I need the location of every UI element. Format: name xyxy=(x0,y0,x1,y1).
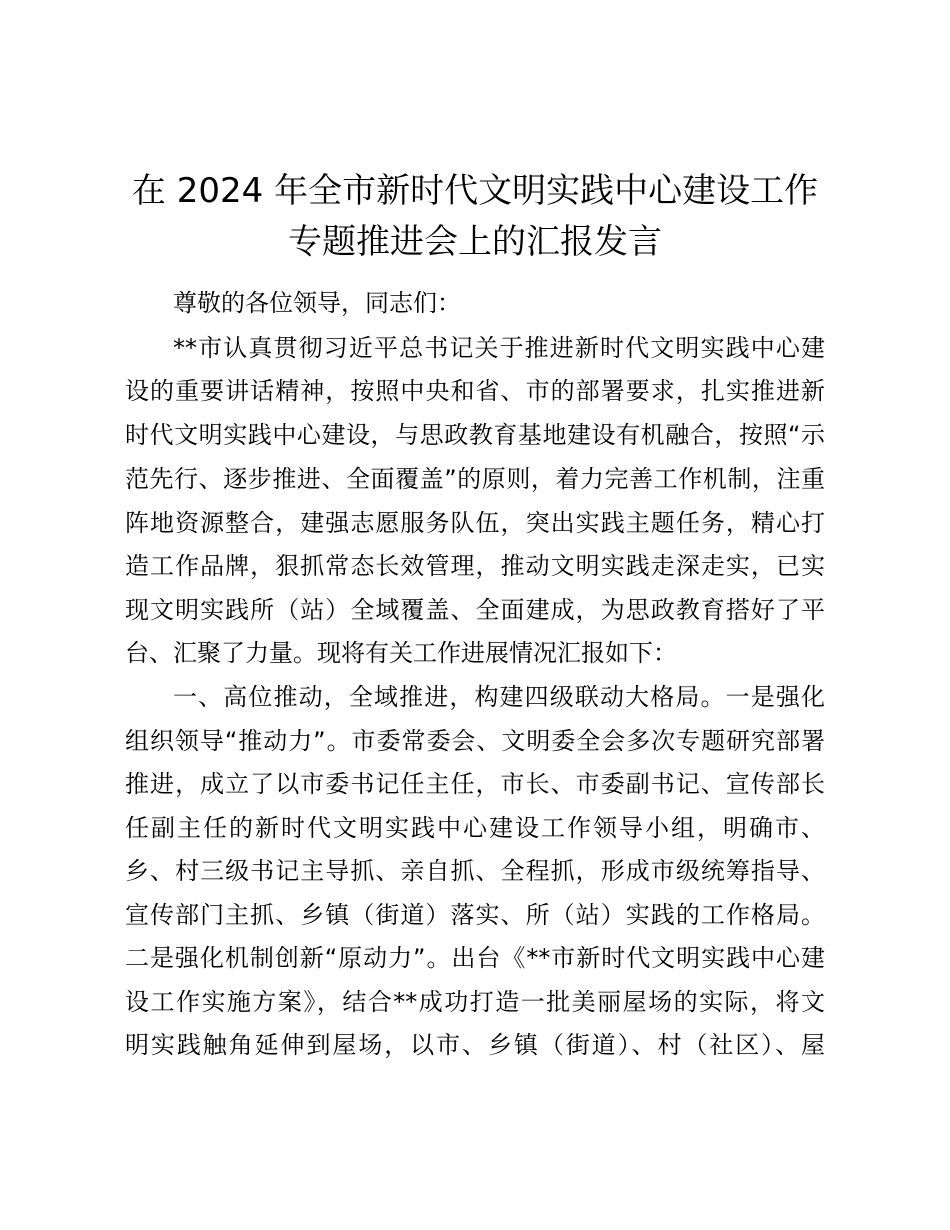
body-line: 宣传部门主抓、乡镇（街道）落实、所（站）实践的工作格局。 xyxy=(125,901,825,929)
document-title-line-2: 专题推进会上的汇报发言 xyxy=(288,222,662,262)
body-line: 造工作品牌，狠抓常态长效管理，推动文明实践走深走实，已实 xyxy=(125,552,825,580)
document-title-line-1: 在 2024 年全市新时代文明实践中心建设工作 xyxy=(131,171,819,211)
body-line: 设的重要讲话精神，按照中央和省、市的部署要求，扎实推进新 xyxy=(125,377,825,405)
body-line: 任副主任的新时代文明实践中心建设工作领导小组，明确市、 xyxy=(125,814,825,842)
body-line: 乡、村三级书记主导抓、亲自抓、全程抓，形成市级统筹指导、 xyxy=(125,857,825,885)
body-line: 设工作实施方案》，结合**成功打造一批美丽屋场的实际，将文 xyxy=(125,988,825,1016)
body-line: 二是强化机制创新“原动力”。出台《**市新时代文明实践中心建 xyxy=(125,944,825,972)
body-line: 时代文明实践中心建设，与思政教育基地建设有机融合，按照“示 xyxy=(125,421,825,449)
body-line: 现文明实践所（站）全域覆盖、全面建成，为思政教育搭好了平 xyxy=(125,596,825,624)
body-line: 明实践触角延伸到屋场，以市、乡镇（街道）、村（社区）、屋 xyxy=(125,1031,825,1059)
body-line: 组织领导“推动力”。市委常委会、文明委全会多次专题研究部署 xyxy=(125,727,825,755)
body-line: 推进，成立了以市委书记任主任，市长、市委副书记、宣传部长 xyxy=(125,770,825,798)
salutation: 尊敬的各位领导，同志们： xyxy=(173,289,461,317)
body-line: 阵地资源整合，建强志愿服务队伍，突出实践主题任务，精心打 xyxy=(125,509,825,537)
body-line: 台、汇聚了力量。现将有关工作进展情况汇报如下： xyxy=(125,639,677,667)
body-line: **市认真贯彻习近平总书记关于推进新时代文明实践中心建 xyxy=(173,334,825,362)
body-line: 范先行、逐步推进、全面覆盖”的原则，着力完善工作机制，注重 xyxy=(125,465,825,493)
section-heading-line: 一、高位推动，全域推进，构建四级联动大格局。一是强化 xyxy=(173,683,825,711)
